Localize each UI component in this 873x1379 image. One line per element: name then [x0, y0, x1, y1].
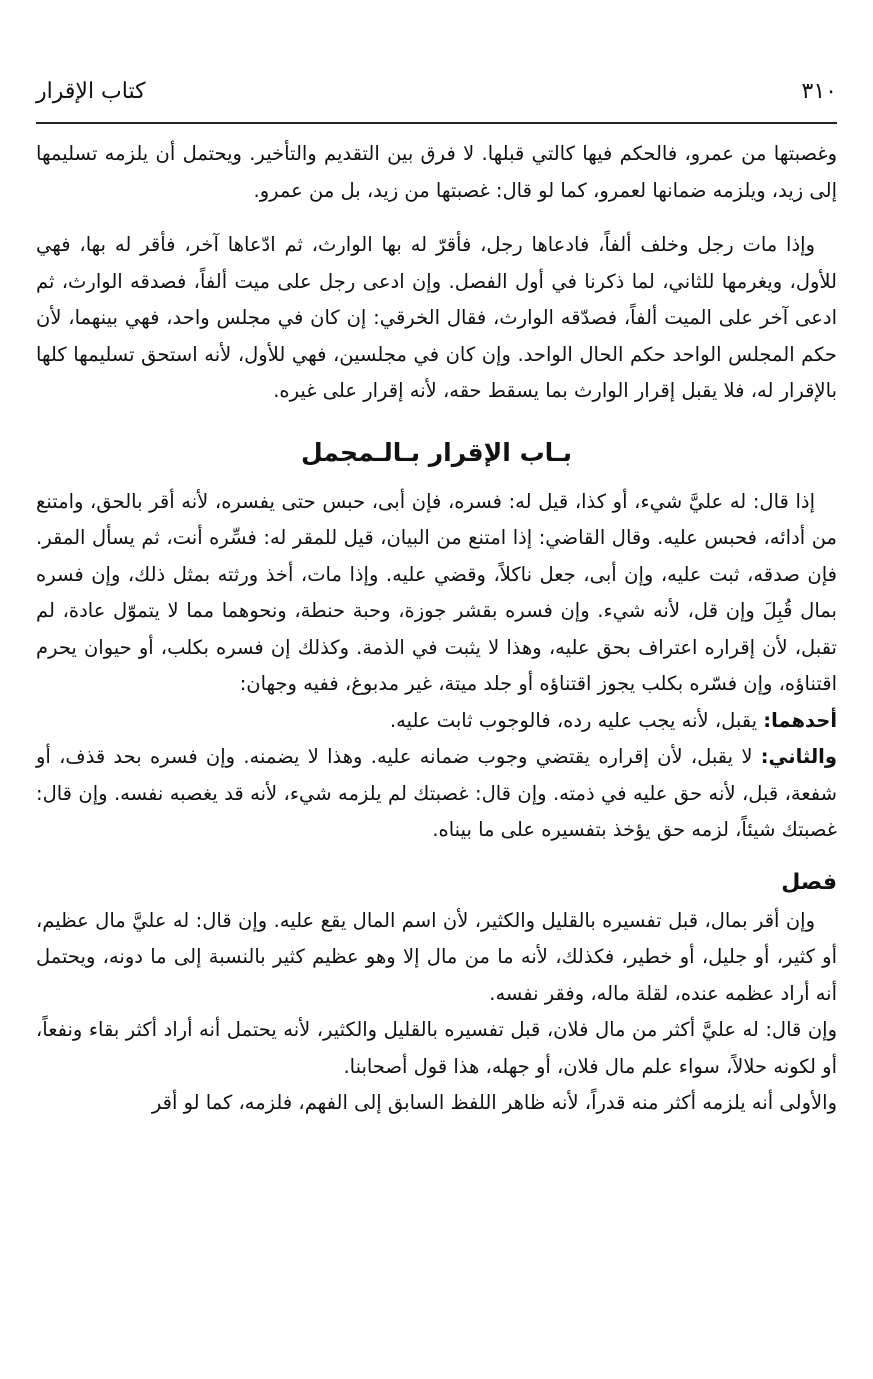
paragraph: وإن قال: له عليَّ أكثر من مال فلان، قبل تفسيره بالقليل والكثير، لأنه يحتمل أنه أراد أكثر بقاء ونفعاً، أو لكونه حلالاً، سواء علم مال فلان، أو جهله، هذا قول أصحابنا. [36, 1018, 837, 1078]
paragraph: وإذا مات رجل وخلف ألفاً، فادعاها رجل، فأقرّ له بها الوارث، ثم ادّعاها آخر، فأقر له بها، فهي للأول، ويغرمها للثاني، لما ذكرنا في أول الفصل. وإن ادعى رجل على ميت ألفاً، فصدقه الوارث، ثم ادعى آخر على الميت ألفاً، فصدّقه الوارث، فقال الخرقي: إن كان في مجلس واحد، فهي بينهما، لأن حكم المجلس الواحد حكم الحال الواحد. وإن كان في مجلسين، فهي للأول، لأنه استحق تسليمها كلها بالإقرار له، فلا يقبل إقرار الوارث بما يسقط حقه، لأنه إقرار على غيره. [36, 233, 837, 402]
paragraph-text: يقبل، لأنه يجب عليه رده، فالوجوب ثابت عليه. [389, 708, 764, 732]
page-number: ٣١٠ [801, 78, 837, 104]
page-body [36, 136, 837, 1122]
paragraph: إذا قال: له عليَّ شيء، أو كذا، قيل له: فسره، فإن أبى، حبس حتى يفسره، لأنه أقر بالحق، وامتنع من أدائه، فحبس عليه. وقال القاضي: إذا امتنع من البيان، قيل للمقر له: فسِّره أنت، ثم يسأل المقر. فإن صدقه، ثبت عليه، وإن أبى، جعل ناكلاً، وقضي عليه. وإذا مات، أخذ ورثته بمثل ذلك، وإن فسره بمال قُبِلَ وإن قل، لأنه شيء. وإن فسره بقشر جوزة، وحبة حنطة، ونحوهما مما لا يتموّل عادة، لم تقبل، لأن إقراره اعتراف بحق عليه، وهذا لا يثبت في الذمة. وكذلك إن فسره بكلب، أو حيوان يحرم اقتناؤه، وإن فسّره بكلب يجوز اقتناؤه أو جلد ميتة، غير مدبوغ، ففيه وجهان: [36, 489, 837, 695]
paragraph-lead: أحدهما: [763, 708, 837, 732]
paragraph: وغصبتها من عمرو، فالحكم فيها كالتي قبلها. لا فرق بين التقديم والتأخير. ويحتمل أن يلزمه تسليمها إلى زيد، ويلزمه ضمانها لعمرو، كما لو قال: غصبتها من زيد، بل من عمرو. [36, 142, 837, 202]
paragraph: والأولى أنه يلزمه أكثر منه قدراً، لأنه ظاهر اللفظ السابق إلى الفهم، فلزمه، كما لو أقر [151, 1091, 837, 1114]
paragraph [36, 739, 837, 849]
page-header [36, 74, 837, 108]
header-rule [36, 122, 837, 124]
running-title: كتاب الإقرار [36, 78, 146, 104]
paragraph-lead: والثاني: [760, 745, 837, 768]
paragraph [36, 703, 837, 740]
paragraph: وإن أقر بمال، قبل تفسيره بالقليل والكثير، لأن اسم المال يقع عليه. وإن قال: له عليَّ مال عظيم، أو كثير، أو جليل، أو خطير، فكذلك، لأنه ما من مال إلا وهو عظيم كثير بالنسبة إلى ما دونه، ويحتمل أنه أراد عظمه عنده، لقلة ماله، وفقر نفسه. [36, 908, 837, 1005]
section-title: فصل [781, 869, 837, 895]
chapter-title: بـاب الإقرار بـالـمجمل [300, 437, 573, 467]
paragraph-text: لا يقبل، لأن إقراره يقتضي وجوب ضمانه عليه. وهذا لا يضمنه. وإن فسره بحد قذف، أو شفعة، قبل، لأنه حق عليه في ذمته. وإن قال: غصبتك لم يلزمه شيء، لأنه قد يغصبه نفسه. وإن قال: غصبتك شيئاً، لزمه حق يؤخذ بتفسيره على ما بيناه. [36, 745, 837, 841]
